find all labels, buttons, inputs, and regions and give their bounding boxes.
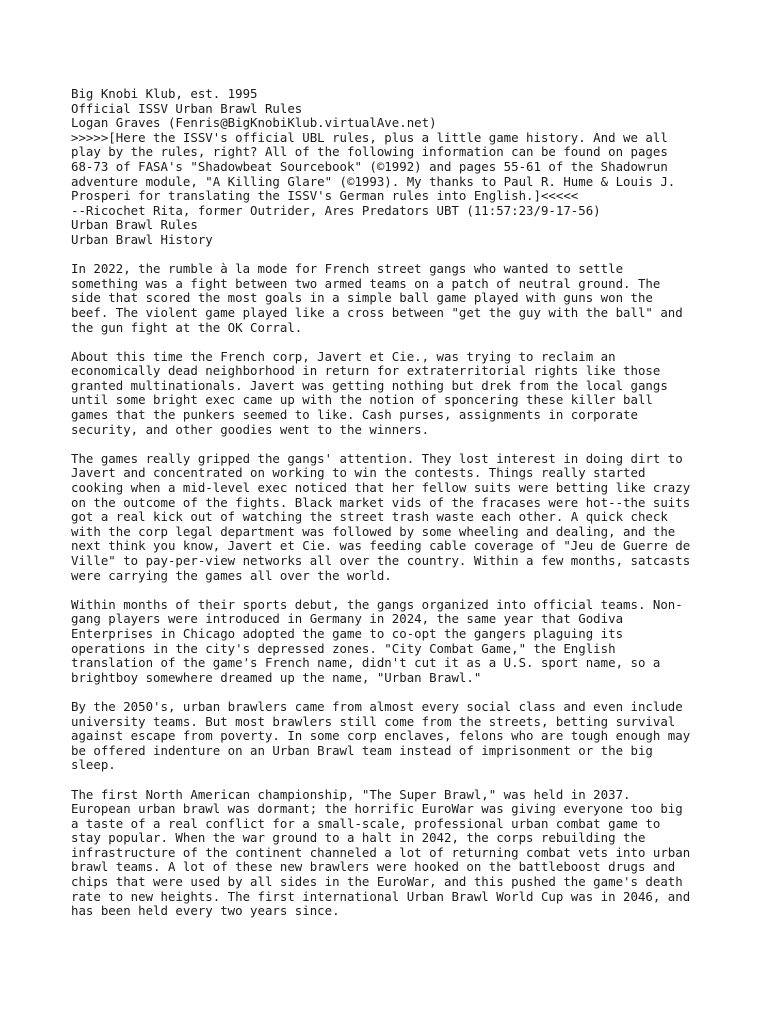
paragraph-line: next think you know, Javert et Cie. was feeding cable coverage of "Jeu de Guerre de <box>71 538 691 554</box>
paragraph-line: be offered indenture on an Urban Brawl team instead of imprisonment or the big <box>71 742 653 758</box>
paragraph <box>71 262 711 335</box>
paragraph-line: got a real kick out of watching the street trash waste each other. A quick check <box>71 509 668 525</box>
paragraph-line: until some bright exec came up with the notion of sponcering these killer ball <box>71 392 653 408</box>
paragraph-line: By the 2050's, urban brawlers came from almost every social class and even include <box>71 698 683 714</box>
paragraph-line: chips that were used by all sides in the EuroWar, and this pushed the game's death <box>71 874 683 890</box>
paragraph-line: gang players were introduced in Germany in 2024, the same year that Godiva <box>71 611 624 627</box>
paragraph <box>71 598 711 686</box>
paragraph-line: translation of the game's French name, didn't cut it as a U.S. sport name, so a <box>71 655 661 671</box>
paragraph-line: Enterprises in Chicago adopted the game to co-opt the gangers plaguing its <box>71 625 624 641</box>
paragraph-line: security, and other goodies went to the winners. <box>71 421 430 437</box>
header-line: Prosperi for translating the ISSV's German rules into English.]<<<<< <box>71 188 579 204</box>
header-line: Urban Brawl History <box>71 231 213 247</box>
header-line: play by the rules, right? All of the following information can be found on pages <box>71 144 668 160</box>
paragraph-line: were carrying the games all over the world. <box>71 567 392 583</box>
paragraph-line: a taste of a real conflict for a small-scale, professional urban combat game to <box>71 815 661 831</box>
paragraph-line: sleep. <box>71 757 116 773</box>
paragraph-line: side that scored the most goals in a simple ball game played with guns won the <box>71 290 653 306</box>
paragraph-line: Ville" to pay-per-view networks all over the country. Within a few months, satcasts <box>71 553 691 568</box>
paragraph-line: economically dead neighborhood in return for extraterritorial rights like those <box>71 363 661 379</box>
header-line: Urban Brawl Rules <box>71 217 198 233</box>
paragraph-line: university teams. But most brawlers still come from the streets, betting survival <box>71 713 676 729</box>
header-line: --Ricochet Rita, former Outrider, Ares Predators UBT (11:57:23/9-17-56) <box>71 202 601 218</box>
paragraph-line: games that the punkers seemed to like. Cash purses, assignments in corporate <box>71 407 638 423</box>
paragraph-line: brawl teams. A lot of these new brawlers were hooked on the battleboost drugs and <box>71 859 676 875</box>
paragraph-line: the gun fight at the OK Corral. <box>71 319 303 335</box>
paragraph-line: European urban brawl was dormant; the horrific EuroWar was giving everyone too big <box>71 801 683 817</box>
header-line: adventure module, "A Killing Glare" (©1993). My thanks to Paul R. Hume & Louis J. <box>71 173 676 189</box>
paragraph-line: infrastructure of the continent channeled a lot of returning combat vets into urban <box>71 844 691 860</box>
header-line: Official ISSV Urban Brawl Rules <box>71 100 303 116</box>
paragraph-line: The games really gripped the gangs' attention. They lost interest in doing dirt to <box>71 450 683 466</box>
paragraph-line: against escape from poverty. In some corp enclaves, felons who are tough enough may <box>71 728 691 744</box>
header-line: 68-73 of FASA's "Shadowbeat Sourcebook" (©1992) and pages 55-61 of the Shadowrun <box>71 158 668 174</box>
header-line: Logan Graves (Fenris@BigKnobiKlub.virtualAve.net) <box>71 115 437 131</box>
paragraph-line: About this time the French corp, Javert et Cie., was trying to reclaim an <box>71 348 616 364</box>
paragraph-line: brightboy somewhere dreamed up the name, "Urban Brawl." <box>71 669 482 685</box>
paragraph-line: operations in the city's depressed zones. "City Combat Game," the English <box>71 640 616 656</box>
paragraph-line: Javert and concentrated on working to win the contests. Things really started <box>71 465 646 481</box>
paragraph <box>71 788 711 919</box>
document-header <box>71 87 711 248</box>
header-line: Big Knobi Klub, est. 1995 <box>71 86 258 101</box>
paragraph-line: In 2022, the rumble à la mode for French street gangs who wanted to settle <box>71 261 624 277</box>
paragraph-line: beef. The violent game played like a cross between "get the guy with the ball" and <box>71 304 683 320</box>
paragraph-line: has been held every two years since. <box>71 903 340 919</box>
document-page <box>71 87 711 919</box>
paragraph-line: stay popular. When the war ground to a halt in 2042, the corps rebuilding the <box>71 830 646 846</box>
paragraph-line: The first North American championship, "The Super Brawl," was held in 2037. <box>71 786 631 802</box>
paragraph-line: rate to new heights. The first international Urban Brawl World Cup was in 2046, and <box>71 888 691 904</box>
header-line: >>>>>[Here the ISSV's official UBL rules, plus a little game history. And we all <box>71 129 668 145</box>
paragraph-line: something was a fight between two armed teams on a patch of neutral ground. The <box>71 275 661 291</box>
paragraph <box>71 700 711 773</box>
paragraph-line: granted multinationals. Javert was getting nothing but drek from the local gangs <box>71 377 668 393</box>
paragraph-line: cooking when a mid-level exec noticed that her fellow suits were betting like crazy <box>71 480 691 496</box>
paragraph-line: Within months of their sports debut, the gangs organized into official teams. Non- <box>71 596 683 612</box>
paragraph-line: with the corp legal department was followed by some wheeling and dealing, and the <box>71 523 676 539</box>
paragraph <box>71 350 711 438</box>
paragraph-line: on the outcome of the fights. Black market vids of the fracases were hot--the suits <box>71 494 691 510</box>
paragraph <box>71 452 711 583</box>
